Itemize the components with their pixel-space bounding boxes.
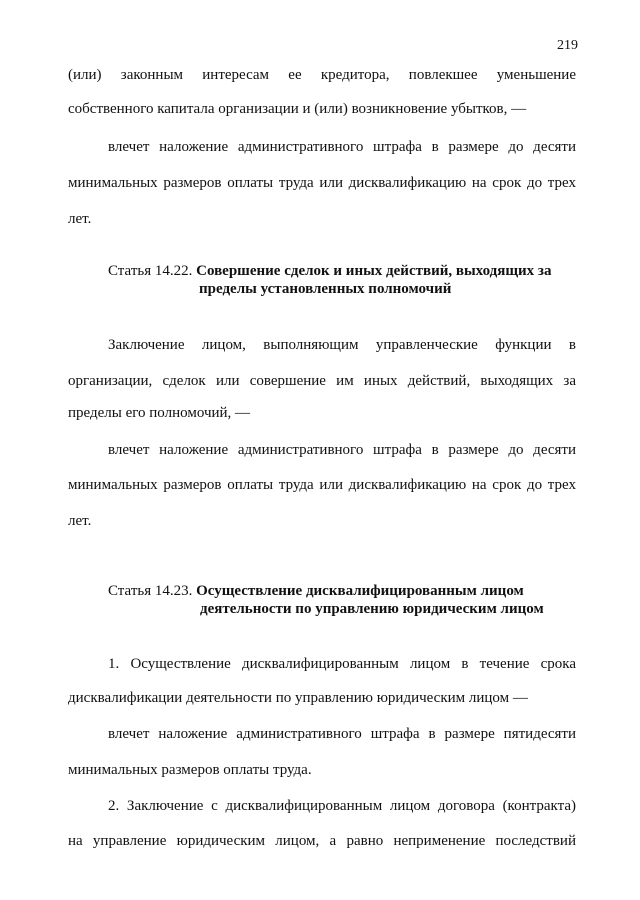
- text-line: 1. Осуществление дисквалифицированным лицом в течение срока: [108, 656, 576, 672]
- sanction-line: влечет наложение административного штрафа в размере пятидесяти: [108, 726, 576, 742]
- text-line: дисквалификации деятельности по управлению юридическим лицом —: [68, 690, 528, 706]
- article-title: Осуществление дисквалифицированным лицом: [196, 583, 524, 599]
- sanction-line: минимальных размеров оплаты труда или дисквалификацию на срок до трех: [68, 175, 576, 191]
- article-heading-14-22: [68, 262, 576, 298]
- sanction-line: лет.: [68, 211, 92, 227]
- text-line: Заключение лицом, выполняющим управленческие функции в: [108, 337, 576, 353]
- article-title-continuation: деятельности по управлению юридическим лицом: [200, 601, 544, 617]
- article-heading-14-23: [68, 582, 576, 618]
- text-line: 2. Заключение с дисквалифицированным лицом договора (контракта): [108, 798, 576, 814]
- sanction-line: лет.: [68, 513, 92, 529]
- article-title: Совершение сделок и иных действий, выходящих за: [196, 263, 552, 279]
- sanction-line: минимальных размеров оплаты труда или дисквалификацию на срок до трех: [68, 477, 576, 493]
- sanction-line: влечет наложение административного штрафа в размере до десяти: [108, 139, 576, 155]
- text-line: (или) законным интересам ее кредитора, повлекшее уменьшение: [68, 67, 576, 83]
- article-number: Статья 14.22.: [108, 263, 193, 279]
- page-number: 219: [557, 38, 578, 53]
- sanction-line: влечет наложение административного штрафа в размере до десяти: [108, 442, 576, 458]
- sanction-line: минимальных размеров оплаты труда.: [68, 762, 312, 778]
- text-line: пределы его полномочий, —: [68, 405, 251, 421]
- article-number: Статья 14.23.: [108, 583, 193, 599]
- text-line: организации, сделок или совершение им иных действий, выходящих за: [68, 373, 576, 389]
- text-line: собственного капитала организации и (или) возникновение убытков, —: [68, 101, 527, 117]
- article-title-continuation: пределы установленных полномочий: [199, 281, 452, 297]
- text-line: на управление юридическим лицом, а равно неприменение последствий: [68, 833, 576, 849]
